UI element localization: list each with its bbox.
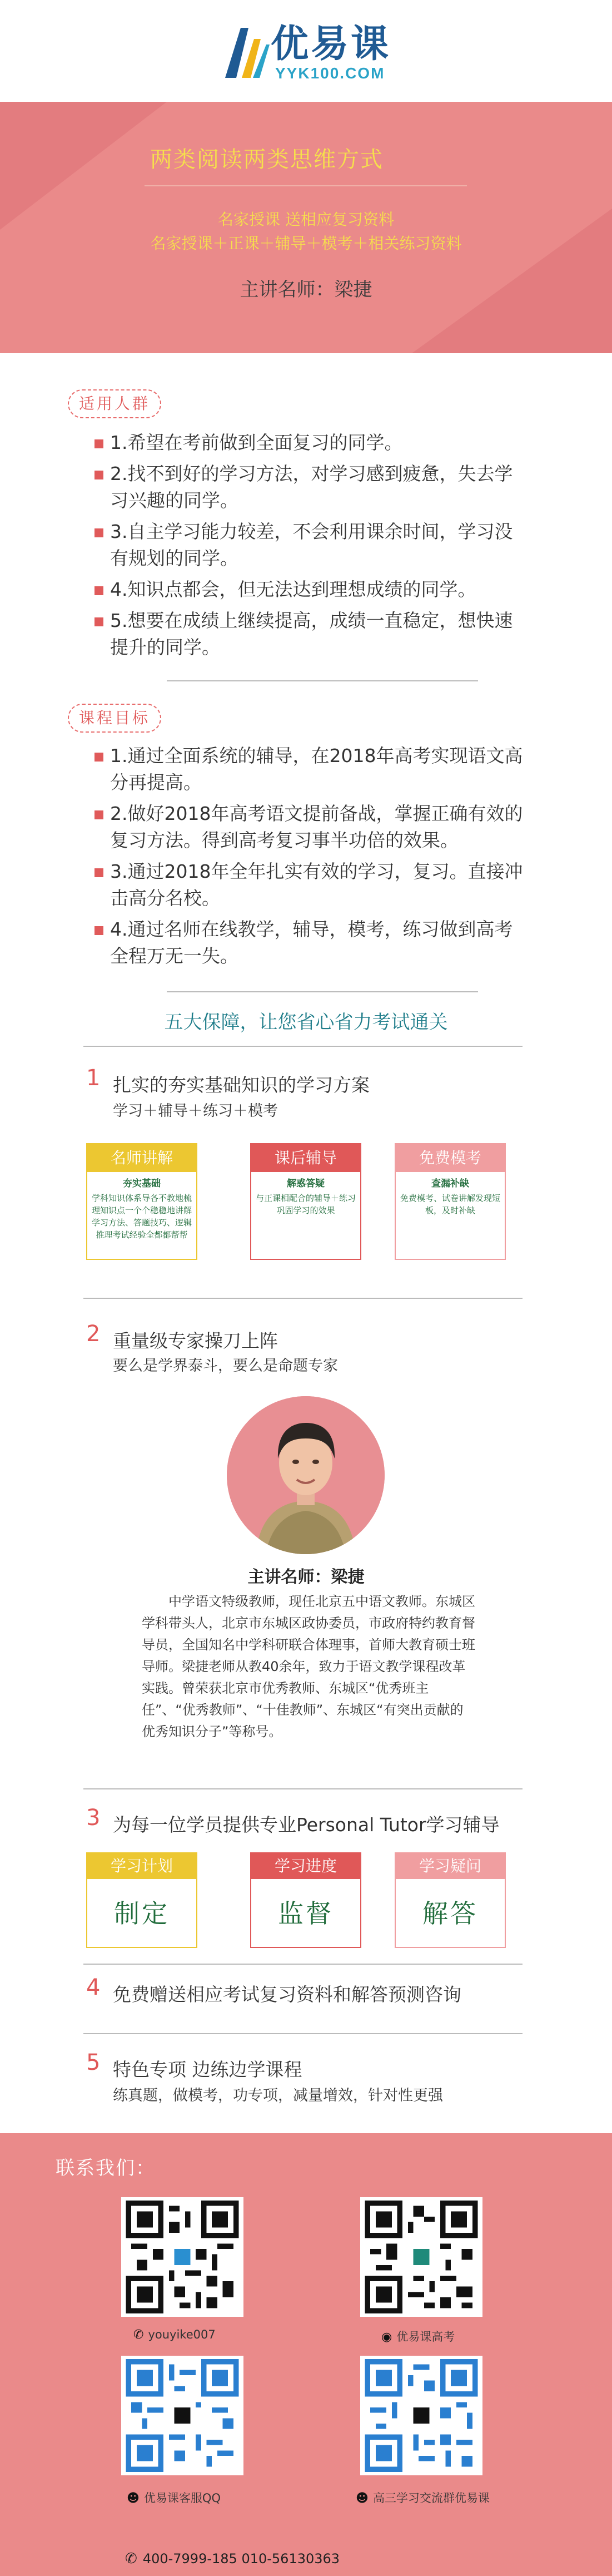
section-title: 为每一位学员提供专业Personal Tutor学习辅导: [113, 1814, 500, 1836]
bullet-icon: [94, 868, 103, 877]
bullet-icon: [94, 753, 103, 762]
card-text: 学科知识体系导各不教地梳理知识点一个个稳稳地讲解学习方法、答题技巧、逻辑推理考试经验全都都帮帮: [91, 1193, 192, 1240]
list-item: [94, 461, 528, 514]
list-item-text: 4.通过名师在线教学，辅导，模考，练习做到高考全程万无一失。: [110, 918, 513, 967]
wechat-icon: ✆: [133, 2328, 144, 2342]
section-number: 1: [86, 1065, 101, 1091]
audience-list: [94, 429, 528, 665]
bullet-icon: [94, 810, 103, 819]
divider: [83, 1046, 523, 1047]
card-header: 课后辅导: [251, 1144, 360, 1172]
list-item: [94, 858, 528, 912]
qr-code-icon: [125, 2359, 240, 2472]
section-subtitle: 学习＋辅导＋练习＋模考: [113, 1102, 278, 1120]
feature-card: [250, 1143, 361, 1260]
divider: [167, 991, 478, 992]
list-item: [94, 576, 528, 603]
section-title: 重量级专家操刀上阵: [113, 1330, 278, 1352]
card-header: 学习疑问: [396, 1853, 505, 1879]
teacher-portrait-icon: [227, 1396, 385, 1554]
divider: [167, 680, 478, 681]
list-item-text: 3.自主学习能力较差，不会利用课余时间，学习没有规划的同学。: [110, 521, 513, 569]
logo-mark-icon: [220, 22, 270, 80]
section-title: 特色专项 边练边学课程: [113, 2059, 302, 2080]
brand-domain: YYK100.COM: [275, 65, 385, 82]
weibo-icon: ◉: [381, 2330, 392, 2344]
section-number: 3: [86, 1805, 101, 1831]
qr-code-qq[interactable]: [121, 2356, 243, 2475]
divider: [83, 1298, 523, 1299]
list-item-text: 1.通过全面系统的辅导，在2018年高考实现语文高分再提高。: [110, 745, 523, 793]
section-subtitle: 练真题，做模考，功专项，减量增效，针对性更强: [113, 2087, 443, 2104]
qr-code-icon: [125, 2201, 240, 2313]
contact-section: [0, 2133, 612, 2576]
brand-logo[interactable]: [220, 22, 403, 83]
card-header: 免费模考: [396, 1144, 505, 1172]
divider: [83, 2033, 523, 2034]
card-heading: 解惑答疑: [287, 1178, 325, 1189]
hero-teacher: 主讲名师：梁捷: [240, 279, 372, 301]
card-body: 解答: [422, 1898, 478, 1929]
qr-code-weibo[interactable]: [360, 2197, 482, 2317]
section-title: 扎实的夯实基础知识的学习方案: [113, 1074, 370, 1096]
list-item: [94, 429, 528, 456]
card-body: [251, 1172, 360, 1222]
bullet-icon: [94, 439, 103, 448]
audience-tag: 适用人群: [68, 389, 161, 418]
guarantees-title: 五大保障，让您省心省力考试通关: [164, 1011, 448, 1034]
card-header: 学习计划: [87, 1853, 196, 1879]
list-item: [94, 800, 528, 854]
list-item-text: 3.通过2018年全年扎实有效的学习，复习。直接冲击高分名校。: [110, 861, 523, 909]
goals-list: [94, 743, 528, 974]
card-body: 制定: [114, 1898, 170, 1929]
card-heading: 夯实基础: [123, 1178, 161, 1189]
qr-label: ◉ 优易课高考: [381, 2330, 455, 2344]
section-title: 免费赠送相应考试复习资料和解答预测咨询: [113, 1984, 461, 2005]
divider: [145, 185, 467, 186]
goals-tag: 课程目标: [68, 704, 161, 733]
hero-subtitle: 名家授课＋正课＋辅导＋模考＋相关练习资料: [150, 234, 462, 253]
tutor-card: [250, 1852, 361, 1948]
teacher-name: 主讲名师：梁捷: [247, 1568, 365, 1587]
section-subtitle: 要么是学界泰斗，要么是命题专家: [113, 1357, 338, 1374]
card-body: [87, 1172, 196, 1247]
phone-icon: ✆: [125, 2550, 137, 2567]
feature-card: [395, 1143, 506, 1260]
list-item: [94, 518, 528, 572]
header: [0, 0, 612, 102]
teacher-photo: [227, 1396, 385, 1554]
feature-card: [86, 1143, 197, 1260]
teacher-bio: 中学语文特级教师，现任北京五中语文教师。东城区学科带头人，北京市东城区政协委员，市政府特约教育督导员，全国知名中学科研联合体理事，首师大教育硕士班导师。梁捷老师从教40余年，致力于语文教学课程改革实践。曾荣获北京市优秀教师、东城区“优秀班主任”、“优秀教师”、“十佳教师”、东城区“有突出贡献的优秀知识分子”等称号。: [142, 1594, 475, 1739]
brand-name: 优易课: [271, 22, 391, 66]
divider: [83, 1788, 523, 1789]
card-header: 学习进度: [251, 1853, 360, 1879]
qq-icon: ☻: [356, 2491, 369, 2505]
card-header: 名师讲解: [87, 1144, 196, 1172]
qr-label: ✆ youyike007: [133, 2328, 216, 2342]
phone-numbers[interactable]: 400-7999-185 010-56130363: [142, 2551, 340, 2567]
hero-subtitle: 名家授课 送相应复习资料: [218, 210, 394, 229]
hero-banner: [0, 102, 612, 353]
section-number: 5: [86, 2050, 101, 2075]
qr-label: ☻ 高三学习交流群优易课: [356, 2491, 490, 2505]
qr-code-wechat[interactable]: [121, 2197, 243, 2317]
card-body: 监督: [278, 1898, 334, 1929]
card-text: 与正课相配合的辅导＋练习巩固学习的效果: [255, 1193, 356, 1215]
list-item: [94, 607, 528, 661]
section-number: 2: [86, 1321, 101, 1347]
list-item-text: 2.找不到好的学习方法，对学习感到疲惫，失去学习兴趣的同学。: [110, 463, 513, 511]
list-item-text: 4.知识点都会，但无法达到理想成绩的同学。: [110, 579, 476, 600]
card-body: [396, 1172, 505, 1222]
section-number: 4: [86, 1975, 101, 2000]
bullet-icon: [94, 926, 103, 935]
tutor-card: [395, 1852, 506, 1948]
bullet-icon: [94, 617, 103, 626]
qr-code-qq-group[interactable]: [360, 2356, 482, 2475]
list-item-text: 2.做好2018年高考语文提前备战，掌握正确有效的复习方法。得到高考复习事半功倍的效果。: [110, 803, 523, 851]
bullet-icon: [94, 586, 103, 595]
contact-phones: [125, 2550, 340, 2567]
course-title: 两类阅读两类思维方式: [150, 147, 384, 172]
list-item-text: 1.希望在考前做到全面复习的同学。: [110, 432, 403, 453]
qr-code-icon: [364, 2201, 479, 2313]
list-item: [94, 916, 528, 970]
qq-icon: ☻: [127, 2491, 140, 2505]
tutor-card: [86, 1852, 197, 1948]
qr-label: ☻ 优易课客服QQ: [127, 2491, 221, 2505]
card-heading: 查漏补缺: [431, 1178, 469, 1189]
divider: [83, 1964, 523, 1965]
list-item-text: 5.想要在成绩上继续提高，成绩一直稳定，想快速提升的同学。: [110, 610, 513, 658]
bullet-icon: [94, 471, 103, 479]
contact-title: 联系我们：: [56, 2157, 156, 2179]
bullet-icon: [94, 528, 103, 537]
qr-code-icon: [364, 2359, 479, 2472]
list-item: [94, 743, 528, 796]
card-text: 免费模考、试卷讲解发现短板，及时补缺: [400, 1193, 500, 1215]
